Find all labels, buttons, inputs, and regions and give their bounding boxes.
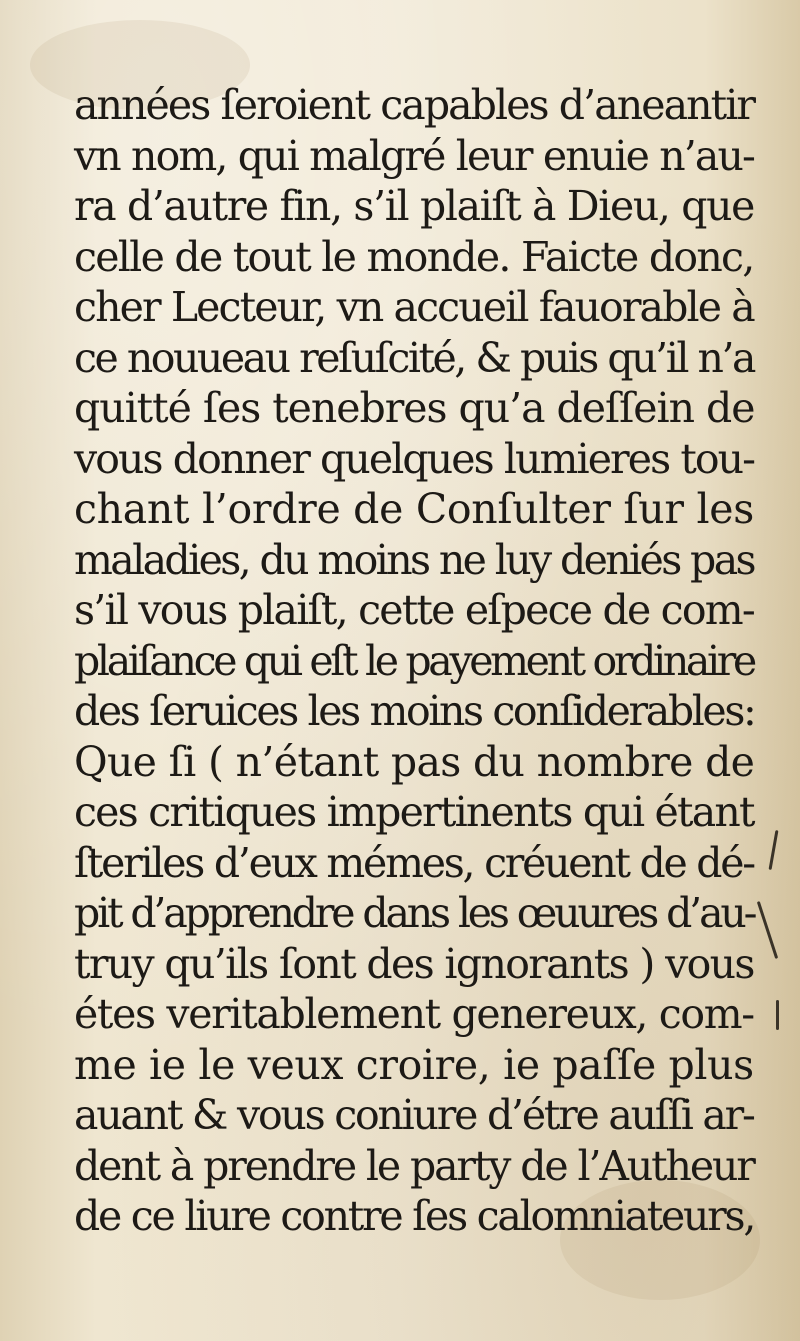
text-line: ce nouueau reſuſcité, & puis qu’il n’a [74, 333, 754, 382]
text-line: années ſeroient capables d’aneantir [74, 81, 755, 129]
text-line: vous donner quelques lumieres tou- [74, 434, 755, 483]
text-line: vn nom, qui malgré leur enuie n’au- [74, 131, 755, 180]
ink-mark [769, 830, 779, 870]
text-line: cher Lecteur, vn accueil fauorable à [74, 283, 754, 331]
text-line: chant l’ordre de Conſulter ſur les [74, 485, 754, 533]
text-line: ces critiques impertinents qui étant [74, 788, 754, 836]
text-line: ſteriles d’eux mémes, créuent de dé- [74, 838, 754, 887]
text-line: Que ſi ( n’étant pas du nombre de [74, 737, 755, 786]
text-line: auant & vous coniure d’étre auſſi ar- [74, 1091, 754, 1139]
text-line: quitté ſes tenebres qu’a deſſein de [74, 384, 755, 432]
text-line: me ie le veux croire, ie paſſe plus [74, 1040, 754, 1089]
text-line: truy qu’ils ſont des ignorants ) vous [74, 939, 754, 988]
text-line: dent à prendre le party de l’Autheur [74, 1141, 754, 1190]
text-line: s’il vous plaiſt, cette eſpece de com- [74, 586, 754, 634]
margin-ink-marks [760, 820, 790, 1080]
text-line: étes veritablement genereux, com- [74, 990, 754, 1038]
text-line: celle de tout le monde. Faicte donc, [74, 232, 754, 281]
text-line: ra d’autre fin, s’il plaiſt à Dieu, que [74, 182, 754, 230]
text-line: de ce liure contre ſes calomniateurs, [74, 1192, 755, 1240]
ink-mark [757, 901, 778, 959]
text-block [74, 80, 754, 1242]
text-line: plaiſance qui eſt le payement ordinaire [74, 636, 754, 685]
ink-mark [776, 1000, 779, 1030]
text-line: maladies, du moins ne luy deniés pas [74, 535, 754, 584]
text-line: pit d’apprendre dans les œuures d’au- [74, 889, 755, 937]
text-line: des ſeruices les moins conſiderables: [74, 687, 755, 735]
